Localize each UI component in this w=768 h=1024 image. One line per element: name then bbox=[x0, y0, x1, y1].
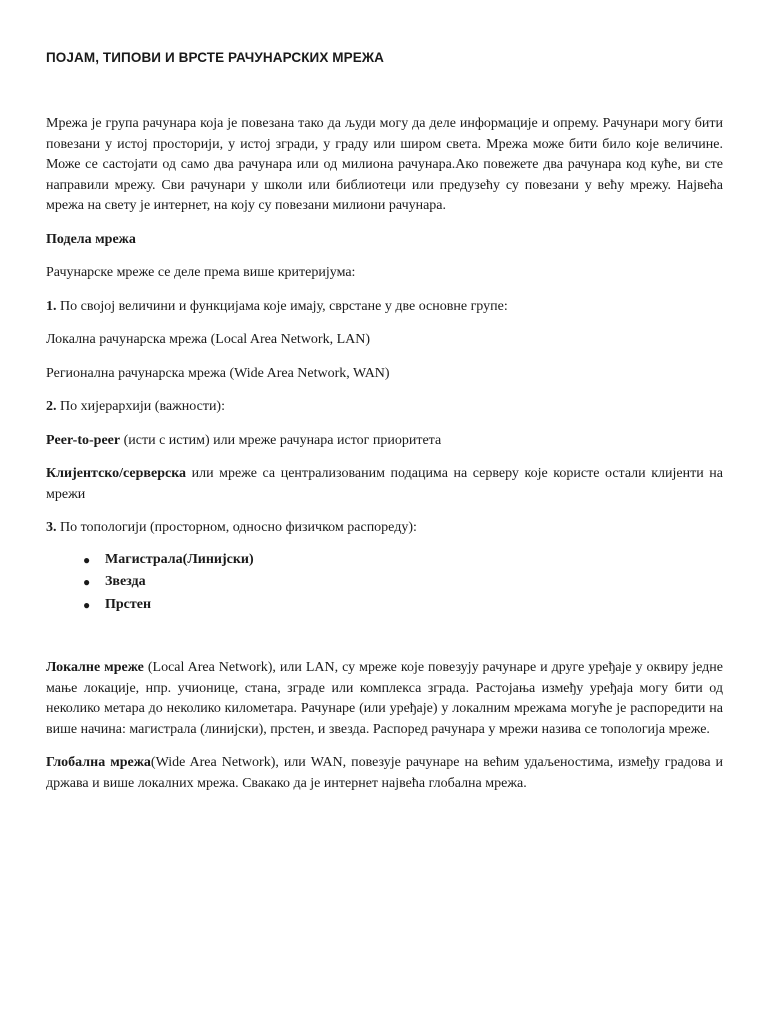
local-networks-paragraph bbox=[46, 658, 723, 740]
peer-to-peer-text: (исти с истим) или мреже рачунара истог приоритета bbox=[120, 432, 442, 448]
division-heading-text: Подела мрежа bbox=[46, 231, 136, 247]
criterion-3-number: 3. bbox=[46, 520, 57, 535]
criteria-intro: Рачунарске мреже се деле према више критеријума: bbox=[46, 265, 356, 280]
criterion-1-number: 1. bbox=[46, 298, 57, 314]
criterion-2-number: 2. bbox=[46, 399, 57, 414]
global-network-paragraph bbox=[46, 753, 723, 794]
document-page bbox=[46, 44, 723, 794]
topology-bus: Магистрала(Линијски) bbox=[105, 551, 254, 567]
client-server-text: или мреже са централизованим подацима на серверу које користе остали клијенти на мрежи bbox=[46, 466, 723, 502]
wan-line: Регионална рачунарска мрежа (Wide Area Network, WAN) bbox=[46, 365, 390, 381]
division-heading bbox=[46, 230, 723, 251]
local-networks-term: Локалне мреже bbox=[46, 660, 144, 675]
list-item bbox=[46, 549, 723, 572]
peer-to-peer-line bbox=[46, 431, 723, 452]
global-network-text: (Wide Area Network), или WAN, повезује рачунаре на већим удаљеностима, између градова и држава и више локалних мрежа. Свакако да је интернет највећа глобална мрежа. bbox=[46, 755, 723, 791]
peer-to-peer-term: Peer-to-peer bbox=[46, 432, 121, 448]
list-item bbox=[46, 594, 723, 617]
topology-ring: Прстен bbox=[105, 596, 152, 612]
bullet-icon: ● bbox=[83, 597, 91, 612]
local-networks-text: (Local Area Network), или LAN, су мреже које повезују рачунаре и друге уређаје у оквиру једне мање локације, нпр. учионице, стана, зграде или комплекса зграда. Растојања између уређаја могу бити од неколико метара до неколико километара. Рачунаре (или уређаје) у локалним мрежама могуће је распоредити на више начина: магистрала (линијски), прстен, и звезда. Распоред рачунара у мрежи назива се топологија мреже. bbox=[46, 660, 723, 737]
document-title: ПОЈАМ, ТИПОВИ И ВРСТЕ РАЧУНАРСКИХ МРЕЖА bbox=[46, 50, 384, 65]
criterion-1 bbox=[46, 297, 723, 318]
criterion-2 bbox=[46, 397, 723, 418]
intro-paragraph: Мрежа је група рачунара која је повезана тако да људи могу да деле информације и опрему. Рачунари могу бити повезани у истој просторији, у истој згради, у граду или широм света. Мрежа може бити било које величине. Може се састојати од само два рачунара или од милиона рачунара.Ако повежете два рачунара код куће, ви сте направили мрежу. Сви рачунари у школи или библиотеци или предузећу су повезани у већу мрежу. Највећа мрежа на свету је интернет, на коју су повезани милиони рачунара. bbox=[46, 116, 723, 213]
lan-line: Локална рачунарска мрежа (Local Area Network, LAN) bbox=[46, 332, 371, 347]
criterion-1-text: По својој величини и функцијама које имају, сврстане у две основне групе: bbox=[56, 298, 508, 314]
list-item bbox=[46, 571, 723, 594]
topology-list bbox=[46, 549, 723, 617]
client-server-line bbox=[46, 464, 723, 505]
criterion-3-text: По топологији (просторном, односно физичком распореду): bbox=[56, 520, 417, 535]
criterion-3 bbox=[46, 518, 723, 539]
global-network-term: Глобална мрежа bbox=[46, 755, 151, 770]
bullet-icon: ● bbox=[83, 552, 91, 567]
client-server-term: Клијентско/серверска bbox=[46, 466, 187, 481]
criterion-2-text: По хијерархији (важности): bbox=[56, 399, 225, 414]
bullet-icon: ● bbox=[83, 575, 91, 589]
topology-star: Звезда bbox=[105, 574, 146, 589]
